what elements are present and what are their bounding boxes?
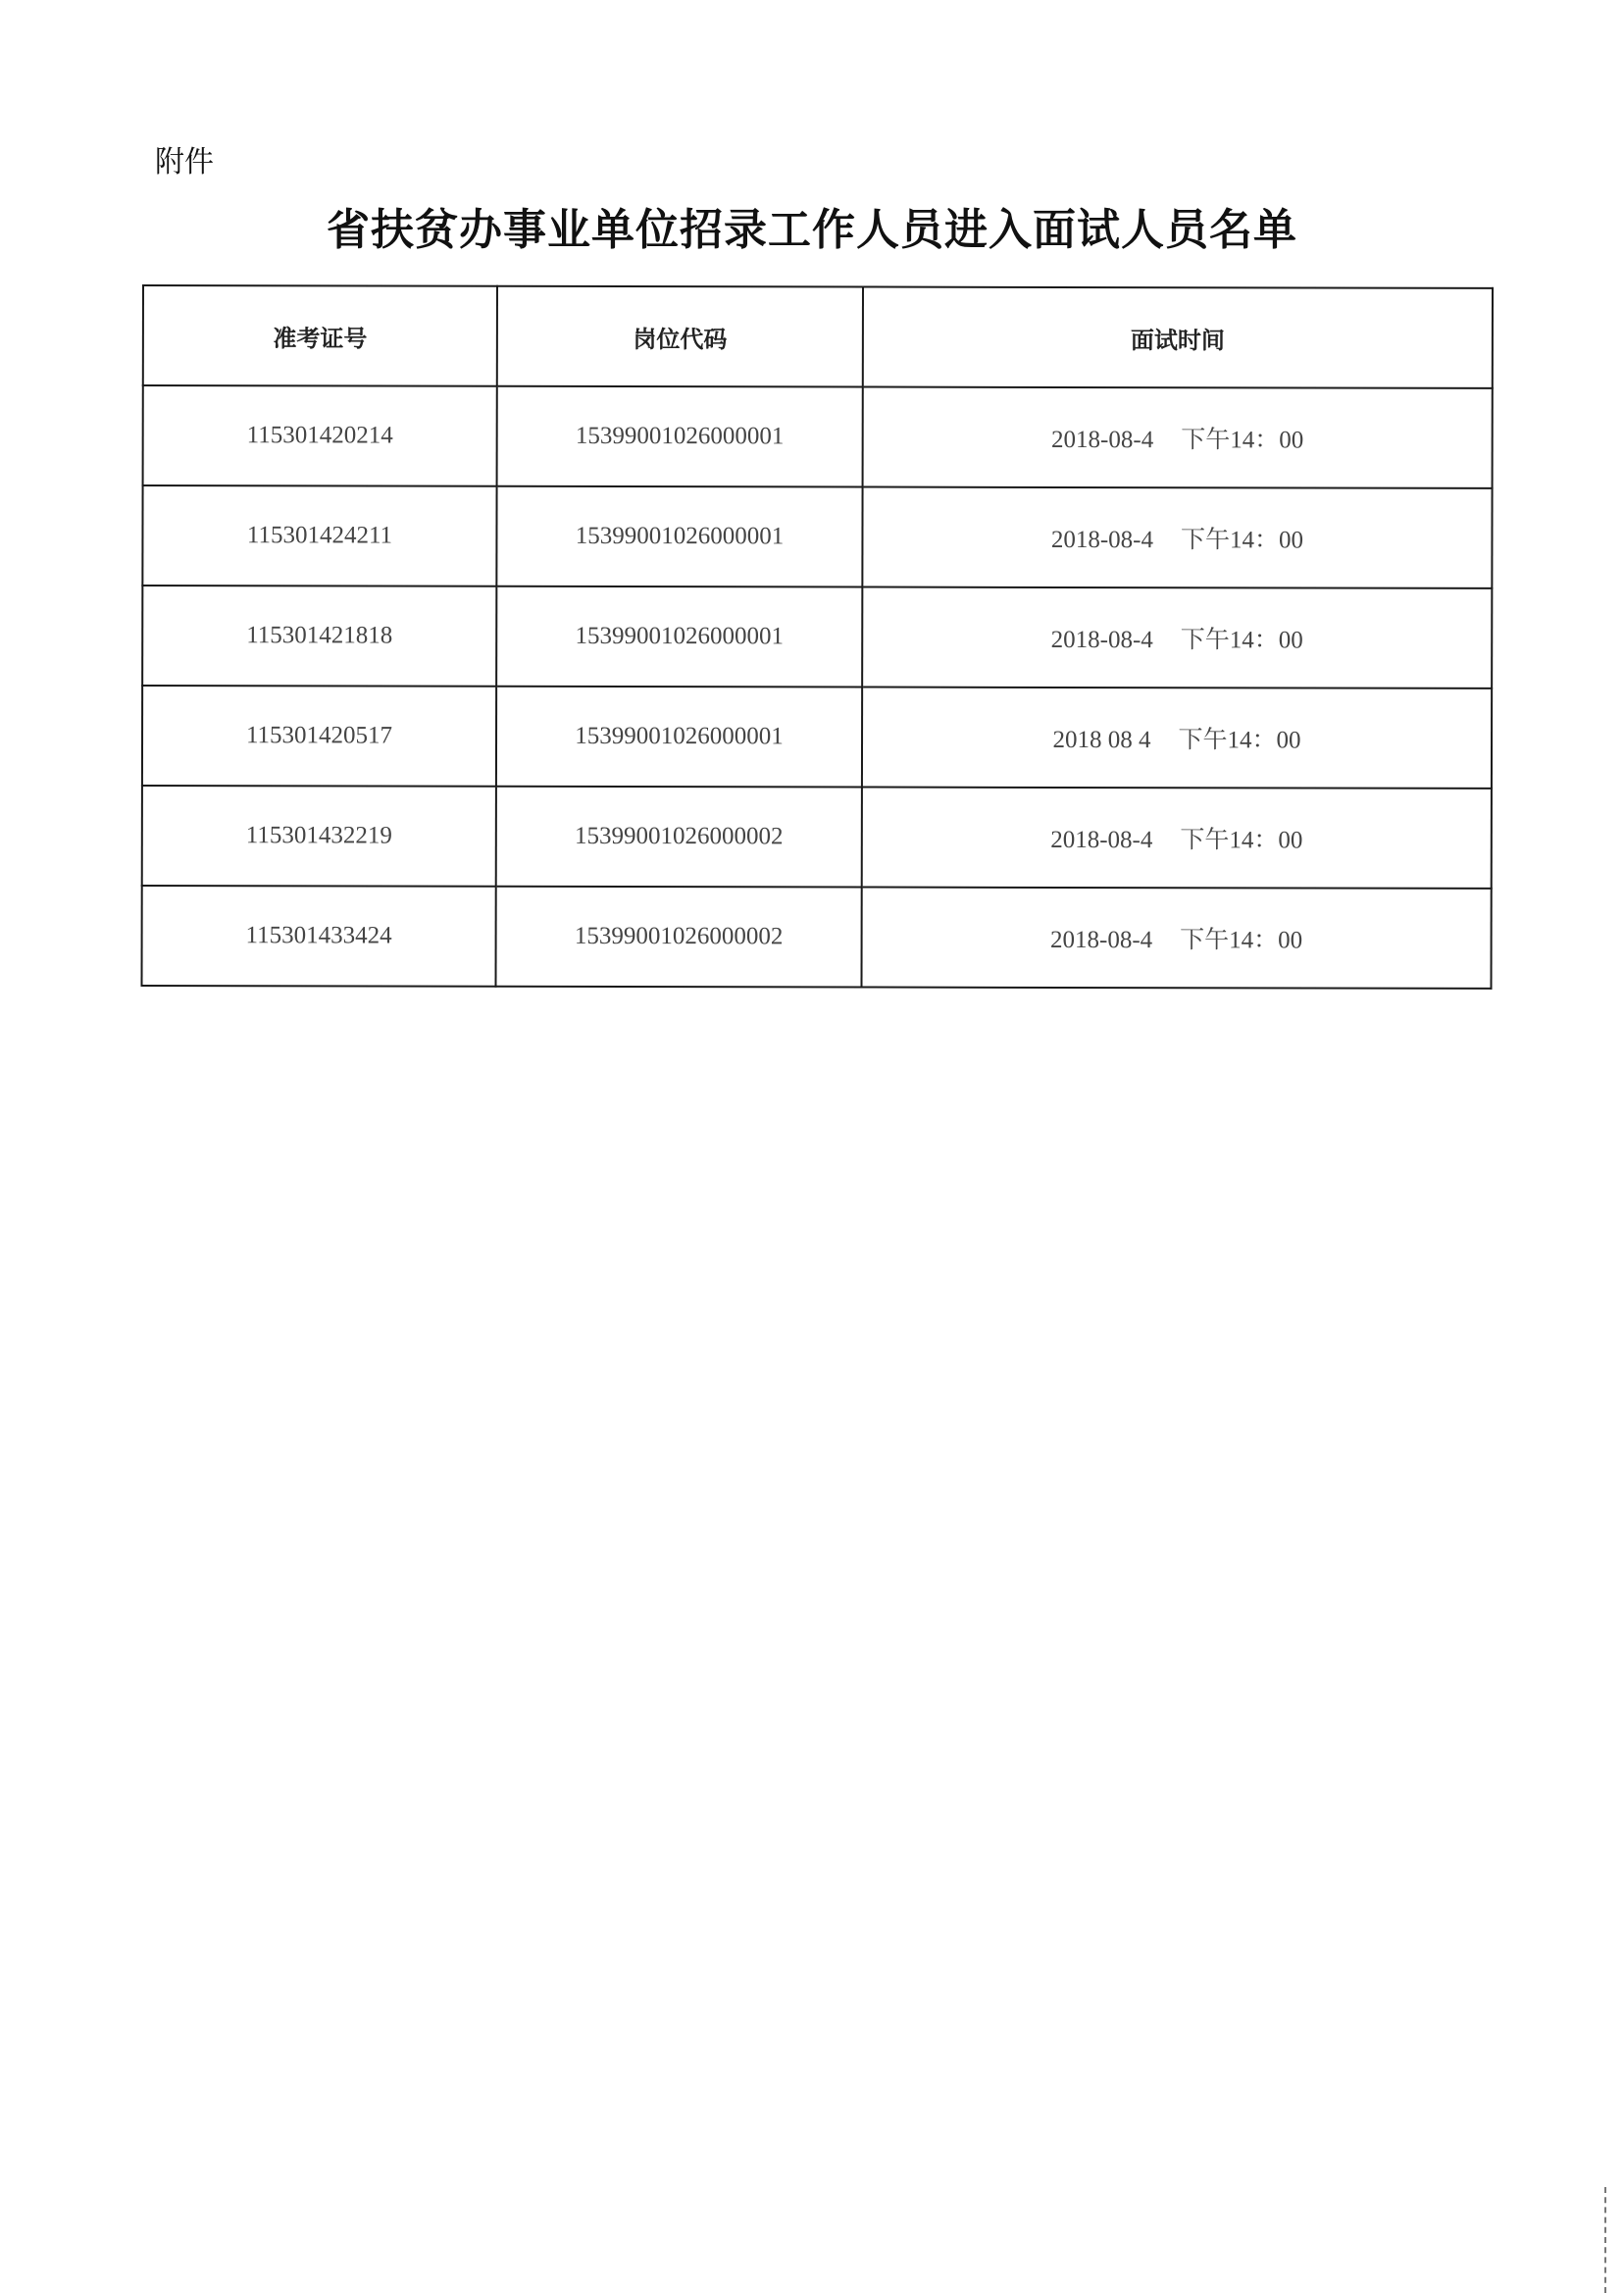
table-row xyxy=(142,485,1492,588)
interview-date: 2018 08 4 xyxy=(1052,726,1151,754)
interview-hour: 下午14：00 xyxy=(1180,927,1303,954)
exam-number-cell: 115301420517 xyxy=(142,686,496,787)
header-interview-time: 面试时间 xyxy=(863,287,1493,388)
position-code-cell: 15399001026000001 xyxy=(496,586,862,688)
interview-time-cell xyxy=(862,688,1492,789)
table-row xyxy=(142,886,1492,989)
interview-list-table-wrapper xyxy=(141,284,1492,990)
interview-time-cell xyxy=(862,788,1492,889)
document-title: 省扶贫办事业单位招录工作人员进入面试人员名单 xyxy=(327,205,1297,255)
scan-margin-mark xyxy=(1604,2187,1606,2293)
header-exam-number: 准考证号 xyxy=(143,285,497,386)
interview-time-cell xyxy=(863,387,1493,488)
exam-number-cell: 115301420214 xyxy=(143,385,497,486)
interview-hour: 下午14：00 xyxy=(1178,727,1301,754)
position-code-cell: 15399001026000001 xyxy=(496,486,862,587)
interview-hour: 下午14：00 xyxy=(1180,627,1303,654)
table-row xyxy=(142,686,1492,789)
exam-number-cell: 115301432219 xyxy=(142,786,496,887)
position-code-cell: 15399001026000001 xyxy=(496,687,862,788)
interview-time-cell xyxy=(862,888,1492,989)
table-row xyxy=(142,786,1492,889)
interview-date: 2018-08-4 xyxy=(1051,426,1154,454)
table-row xyxy=(143,385,1493,488)
attachment-label: 附件 xyxy=(155,145,214,179)
exam-number-cell: 115301424211 xyxy=(142,485,496,586)
position-code-cell: 15399001026000002 xyxy=(496,887,862,988)
interview-date: 2018-08-4 xyxy=(1049,926,1153,954)
interview-list-table xyxy=(141,284,1494,990)
interview-date: 2018-08-4 xyxy=(1050,626,1153,654)
interview-time-cell xyxy=(862,587,1492,688)
exam-number-cell: 115301433424 xyxy=(142,886,496,987)
position-code-cell: 15399001026000002 xyxy=(496,787,862,888)
interview-time-cell xyxy=(862,487,1492,588)
table-row xyxy=(142,586,1492,688)
interview-hour: 下午14：00 xyxy=(1181,427,1304,454)
exam-number-cell: 115301421818 xyxy=(142,586,496,687)
position-code-cell: 15399001026000001 xyxy=(497,386,863,487)
interview-date: 2018-08-4 xyxy=(1050,826,1153,854)
table-header-row xyxy=(143,285,1493,388)
interview-hour: 下午14：00 xyxy=(1180,527,1304,554)
interview-date: 2018-08-4 xyxy=(1050,526,1154,554)
interview-hour: 下午14：00 xyxy=(1180,827,1303,854)
header-position-code: 岗位代码 xyxy=(497,286,863,387)
